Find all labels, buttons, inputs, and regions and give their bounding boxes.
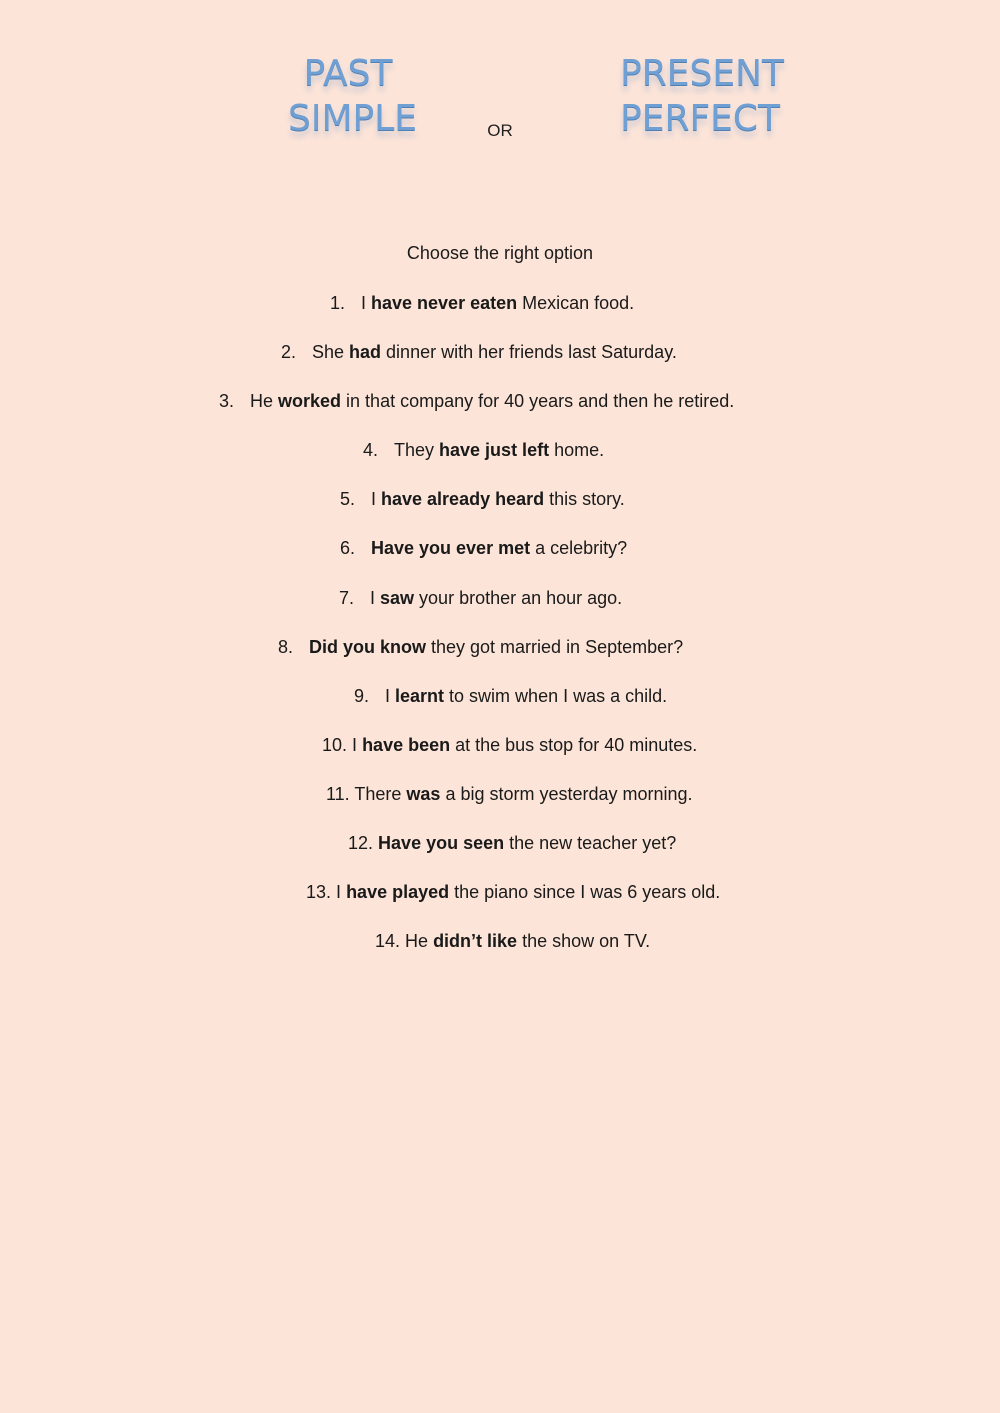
list-item-14 xyxy=(375,930,650,952)
item-number: 11. xyxy=(326,784,350,804)
list-item-2 xyxy=(281,341,677,363)
list-item-1 xyxy=(330,292,634,314)
title-perfect: PERFECT xyxy=(620,98,781,139)
item-text-after: in that company for 40 years and then he retired. xyxy=(341,391,735,411)
list-item-8 xyxy=(278,636,683,658)
item-number: 10. xyxy=(322,735,348,755)
item-answer: have never eaten xyxy=(371,293,518,313)
item-text-after: a big storm yesterday morning. xyxy=(440,784,693,804)
item-text-after: this story. xyxy=(544,489,625,509)
item-answer: have been xyxy=(362,735,451,755)
item-number: 8. xyxy=(278,637,294,657)
item-text-before: He xyxy=(405,931,434,951)
item-answer: saw xyxy=(380,588,415,608)
list-item-10 xyxy=(322,734,697,756)
item-text-before: I xyxy=(336,882,347,902)
item-text-after: dinner with her friends last Saturday. xyxy=(381,342,677,362)
list-item-11 xyxy=(326,783,693,805)
item-text-after: at the bus stop for 40 minutes. xyxy=(450,735,698,755)
title-or: OR xyxy=(487,121,513,140)
item-answer: Have you seen xyxy=(378,833,505,853)
item-answer: didn’t like xyxy=(433,931,518,951)
list-item-12 xyxy=(348,832,676,854)
item-text-after: Mexican food. xyxy=(517,293,635,313)
item-number: 13. xyxy=(306,882,332,902)
item-text-after: home. xyxy=(549,440,605,460)
item-answer: had xyxy=(349,342,382,362)
item-text-after: your brother an hour ago. xyxy=(414,588,623,608)
item-answer: worked xyxy=(278,391,342,411)
title-past: PAST xyxy=(303,53,393,94)
list-item-4 xyxy=(363,439,604,461)
item-answer: learnt xyxy=(395,686,445,706)
item-answer: have played xyxy=(346,882,450,902)
item-number: 2. xyxy=(281,342,297,362)
item-number: 1. xyxy=(330,293,346,313)
instruction-text: Choose the right option xyxy=(406,243,594,263)
list-item-3 xyxy=(219,390,734,412)
item-text-before: They xyxy=(394,440,440,460)
item-number: 3. xyxy=(219,391,235,411)
item-text-before: I xyxy=(361,293,372,313)
item-number: 4. xyxy=(363,440,379,460)
item-number: 7. xyxy=(339,588,355,608)
item-number: 5. xyxy=(340,489,356,509)
item-text-before: I xyxy=(370,588,381,608)
item-text-after: the piano since I was 6 years old. xyxy=(449,882,721,902)
list-item-5 xyxy=(340,488,625,510)
item-text-after: the new teacher yet? xyxy=(504,833,677,853)
list-item-13 xyxy=(306,881,720,903)
item-text-before: He xyxy=(250,391,279,411)
item-text-after: the show on TV. xyxy=(517,931,651,951)
item-answer: have already heard xyxy=(381,489,545,509)
item-text-before: I xyxy=(352,735,363,755)
item-text-after: to swim when I was a child. xyxy=(444,686,668,706)
item-number: 9. xyxy=(354,686,370,706)
item-text-after: they got married in September? xyxy=(426,637,684,657)
item-answer: Have you ever met xyxy=(371,538,531,558)
item-text-before: I xyxy=(385,686,396,706)
item-answer: was xyxy=(406,784,441,804)
item-text-before: She xyxy=(312,342,350,362)
list-item-7 xyxy=(339,587,622,609)
item-answer: Did you know xyxy=(309,637,426,657)
title-simple: SIMPLE xyxy=(288,98,418,139)
list-item-9 xyxy=(354,685,667,707)
item-number: 12. xyxy=(348,833,374,853)
title-present: PRESENT xyxy=(620,53,784,94)
item-number: 14. xyxy=(375,931,401,951)
item-answer: have just left xyxy=(439,440,550,460)
item-text-after: a celebrity? xyxy=(530,538,628,558)
list-item-6 xyxy=(340,537,627,559)
item-text-before: I xyxy=(371,489,382,509)
item-number: 6. xyxy=(340,538,356,558)
item-text-before: There xyxy=(354,784,407,804)
